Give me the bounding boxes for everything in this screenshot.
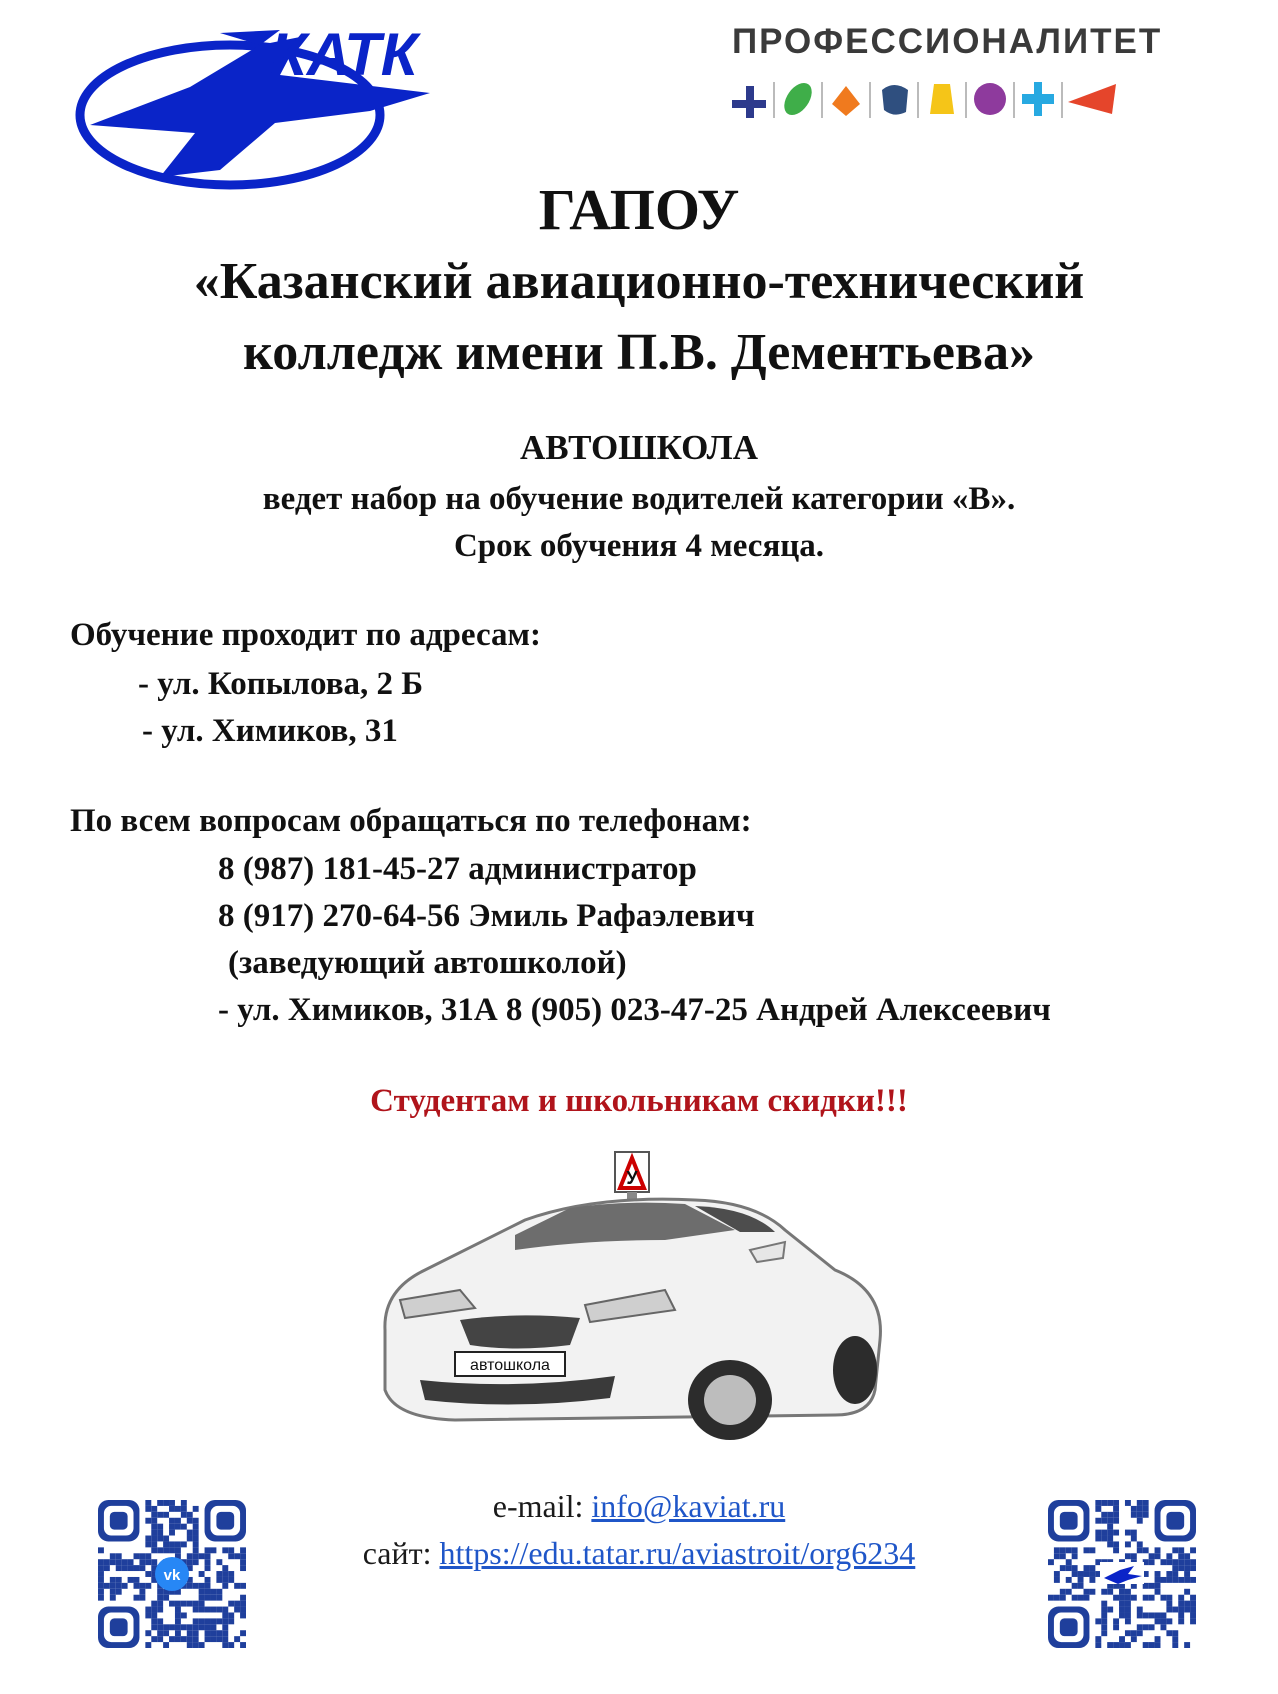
- phone-head: 8 (917) 270-64-56 Эмиль Рафаэлевич: [218, 898, 755, 934]
- professionalitet-wordmark: ПРОФЕССИОНАЛИТЕТ: [732, 22, 1163, 61]
- discount-banner: Студентам и школьникам скидки!!!: [370, 1083, 908, 1119]
- roof-sign-letter: У: [626, 1168, 638, 1188]
- plate-text: автошкола: [470, 1357, 550, 1374]
- site-label: сайт:: [362, 1535, 432, 1571]
- professionalitet-shape-icon: [732, 86, 766, 118]
- school-description: ведет набор на обучение водителей категории «В».: [262, 481, 1016, 517]
- address-item: - ул. Химиков, 31: [142, 713, 398, 749]
- katk-logo-text: КАТК: [270, 21, 418, 88]
- professionalitet-shape-icon: [1068, 84, 1116, 114]
- address-item: - ул. Копылова, 2 Б: [138, 666, 424, 702]
- school-duration: Срок обучения 4 месяца.: [453, 528, 825, 564]
- site-link[interactable]: https://edu.tatar.ru/aviastroit/org6234: [439, 1535, 916, 1571]
- email-label: e-mail:: [492, 1488, 584, 1524]
- professionalitet-shape-icon: [930, 84, 954, 114]
- professionalitet-shape-icon: [779, 78, 818, 120]
- professionalitet-shapes-icon: [728, 78, 1208, 120]
- email-link[interactable]: info@kaviat.ru: [591, 1488, 786, 1524]
- contacts-heading: По всем вопросам обращаться по телефонам:: [70, 803, 752, 839]
- vk-qr-code[interactable]: [98, 1500, 246, 1648]
- professionalitet-shape-icon: [974, 83, 1006, 115]
- phone-khimikov: - ул. Химиков, 31А 8 (905) 023-47-25 Андрей Алексеевич: [218, 992, 1051, 1028]
- addresses-heading: Обучение проходит по адресам:: [70, 617, 541, 653]
- svg-text:vk: vk: [163, 1567, 181, 1584]
- phone-administrator: 8 (987) 181-45-27 администратор: [218, 851, 697, 887]
- org-name-line-2: колледж имени П.В. Дементьева»: [242, 324, 1035, 381]
- school-title: АВТОШКОЛА: [519, 428, 759, 467]
- org-type-heading: ГАПОУ: [538, 177, 740, 242]
- katk-logo: [70, 15, 510, 195]
- org-name-line-1: «Казанский авиационно-технический: [193, 253, 1085, 310]
- driving-school-car-icon: [365, 1140, 895, 1455]
- professionalitet-shape-icon: [882, 85, 908, 115]
- professionalitet-shape-icon: [832, 86, 860, 116]
- phone-head-role: (заведующий автошколой): [228, 945, 627, 981]
- site-qr-code[interactable]: [1048, 1500, 1196, 1648]
- professionalitet-shape-icon: [1022, 82, 1054, 116]
